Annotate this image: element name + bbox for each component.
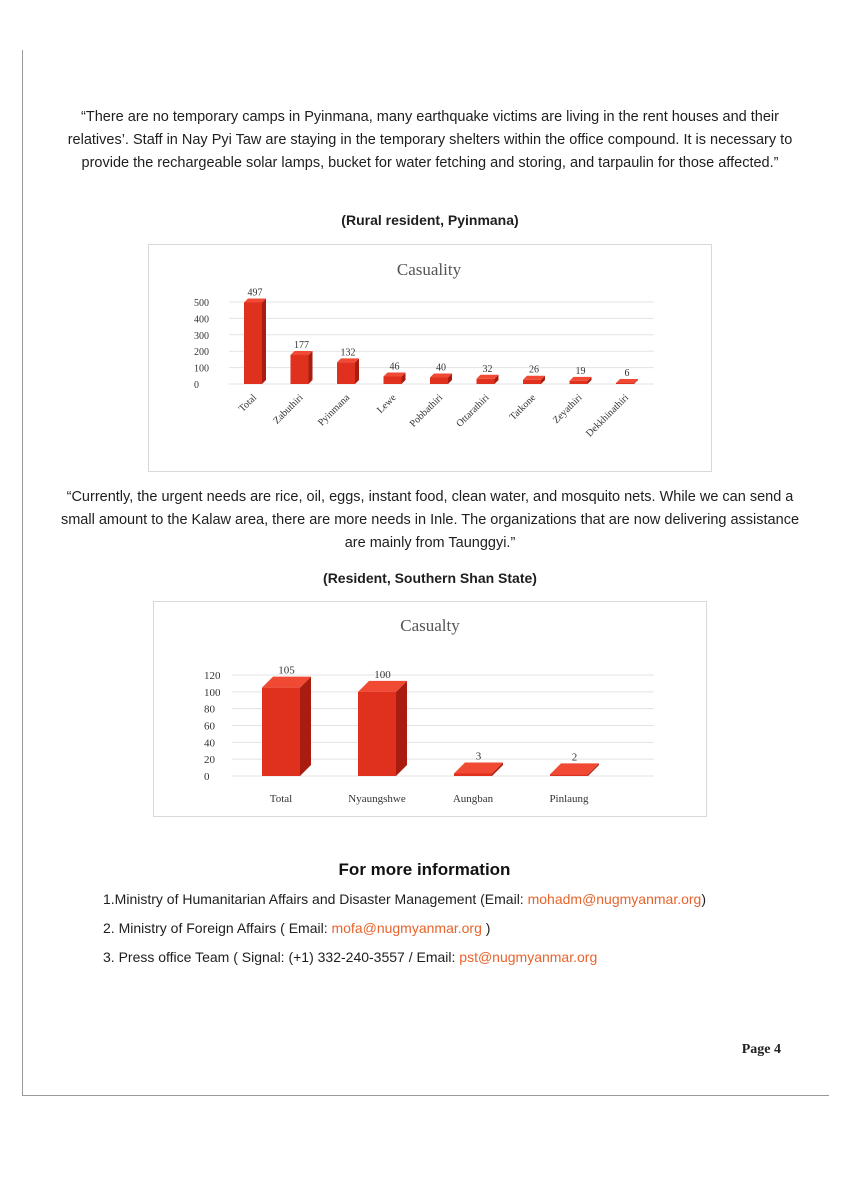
bar-pinlaung bbox=[550, 774, 588, 776]
y-tick-label: 100 bbox=[204, 686, 221, 699]
data-label: 40 bbox=[436, 362, 446, 374]
data-label: 6 bbox=[624, 368, 630, 380]
data-label: 3 bbox=[475, 750, 482, 763]
casualty-chart-shan bbox=[153, 601, 707, 817]
data-label: 497 bbox=[247, 287, 263, 299]
x-tick-label: Dekkhinathiri bbox=[584, 392, 632, 440]
y-tick-label: 0 bbox=[194, 380, 199, 391]
email-link-mofa[interactable]: mofa@nugmyanmar.org bbox=[331, 920, 482, 936]
data-label: 46 bbox=[389, 361, 400, 373]
y-tick-label: 120 bbox=[204, 670, 221, 682]
attribution-shan: (Resident, Southern Shan State) bbox=[323, 570, 537, 586]
email-link-press[interactable]: pst@nugmyanmar.org bbox=[459, 949, 598, 965]
bar-side bbox=[309, 351, 313, 384]
data-label: 105 bbox=[278, 664, 295, 677]
bar-pobbathiri bbox=[430, 377, 448, 384]
bar-top bbox=[550, 763, 599, 774]
data-label: 177 bbox=[294, 339, 309, 351]
casualty-chart-pyinmana bbox=[148, 244, 712, 472]
data-label: 132 bbox=[340, 347, 356, 359]
bar-side bbox=[396, 681, 407, 776]
x-tick-label: Aungban bbox=[452, 793, 494, 805]
chart-title: Casuality bbox=[396, 260, 462, 279]
x-tick-label: Total bbox=[236, 392, 260, 415]
data-label: 2 bbox=[571, 751, 578, 764]
y-tick-label: 60 bbox=[204, 720, 215, 733]
y-tick-label: 20 bbox=[204, 754, 215, 767]
email-link-mohadm[interactable]: mohadm@nugmyanmar.org bbox=[527, 891, 702, 907]
x-tick-label: Total bbox=[269, 793, 293, 805]
x-tick-label: Pinlaung bbox=[549, 793, 589, 805]
info-line-mohadm bbox=[103, 891, 706, 907]
data-label: 19 bbox=[575, 365, 586, 377]
y-tick-label: 400 bbox=[194, 314, 209, 326]
y-tick-label: 200 bbox=[194, 347, 209, 359]
y-tick-label: 0 bbox=[204, 771, 210, 783]
bar-total bbox=[262, 688, 300, 776]
y-tick-label: 40 bbox=[204, 737, 215, 750]
info-title: For more information bbox=[338, 860, 511, 879]
x-tick-label: Pyinmana bbox=[316, 392, 353, 429]
x-tick-label: Lewe bbox=[375, 392, 399, 416]
y-tick-label: 500 bbox=[194, 298, 209, 309]
x-tick-label: Zeyathiri bbox=[550, 392, 585, 427]
bar-zabuthiri bbox=[291, 355, 309, 384]
y-tick-label: 80 bbox=[204, 703, 215, 716]
page-number: Page 4 bbox=[741, 1042, 781, 1057]
info-line-text: 3. Press office Team ( Signal: (+1) 332-240-3557 / Email: bbox=[103, 949, 460, 965]
bar-side bbox=[300, 677, 311, 776]
y-tick-label: 100 bbox=[194, 363, 209, 375]
x-tick-label: Nyaungshwe bbox=[348, 793, 406, 805]
chart-svg-2 bbox=[154, 602, 706, 816]
info-line-press bbox=[103, 949, 597, 965]
info-line-mofa bbox=[103, 920, 490, 936]
x-tick-label: Pobbathiri bbox=[407, 392, 446, 430]
x-tick-label: Tatkone bbox=[507, 392, 539, 423]
data-label: 100 bbox=[374, 668, 391, 681]
x-tick-label: Zabuthiri bbox=[271, 392, 306, 427]
bar-ottarathiri bbox=[477, 379, 495, 384]
bar-dekkhinathiri bbox=[616, 383, 634, 384]
info-line-end: ) bbox=[481, 920, 491, 936]
bar-nyaungshwe bbox=[358, 692, 396, 776]
bar-tatkone bbox=[523, 380, 541, 384]
info-line-text: 1.Ministry of Humanitarian Affairs and Disaster Management (Email: bbox=[103, 891, 528, 907]
chart-svg-1 bbox=[149, 245, 711, 471]
info-line-end: ) bbox=[701, 891, 707, 907]
bar-aungban bbox=[454, 773, 492, 776]
data-label: 32 bbox=[482, 363, 493, 375]
quote-pyinmana: “There are no temporary camps in Pyinmana, many earthquake victims are living in the rent houses and their relatives’. Staff in Nay Pyi Taw are staying in the temporary shelters within the office compound. It is necessary to provide the rechargeable solar lamps, bucket for water fetching and storing, and tarpaulin for those affected.” bbox=[67, 109, 793, 171]
x-tick-label: Ottarathiri bbox=[454, 392, 492, 430]
bar-lewe bbox=[384, 376, 402, 384]
info-line-text: 2. Ministry of Foreign Affairs ( Email: bbox=[103, 920, 332, 936]
attribution-pyinmana: (Rural resident, Pyinmana) bbox=[341, 212, 519, 228]
bar-side bbox=[355, 358, 359, 384]
bar-pyinmana bbox=[337, 362, 355, 384]
bar-total bbox=[244, 302, 262, 384]
quote-shan: “Currently, the urgent needs are rice, oil, eggs, instant food, clean water, and mosquito nets. While we can send a small amount to the Kalaw area, there are more needs in Inle. The organizations that are now delivering assistance are mainly from Taunggyi.” bbox=[60, 489, 800, 551]
chart-title: Casualty bbox=[400, 616, 460, 635]
bar-zeyathiri bbox=[570, 381, 588, 384]
bar-side bbox=[262, 298, 266, 384]
data-label: 26 bbox=[529, 364, 539, 376]
y-tick-label: 300 bbox=[194, 330, 209, 342]
